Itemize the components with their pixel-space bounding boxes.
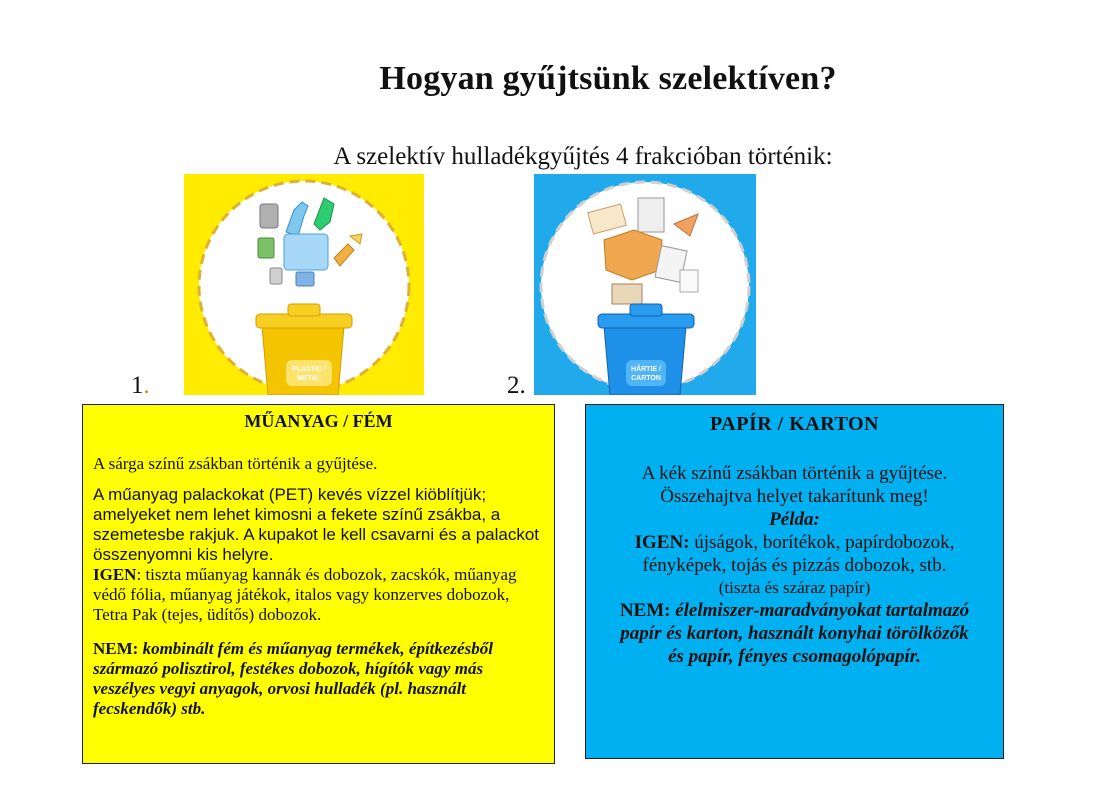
box-icon [296,272,314,286]
can-icon [270,268,282,284]
no-label: NEM: [93,639,139,658]
newspaper-icon [638,198,664,232]
yes-paragraph [93,565,544,625]
yes-paragraph: IGEN: újságok, borítékok, papírdobozok, [634,532,955,553]
item-number-2: 2. [507,372,526,399]
card-heading: MŰANYAG / FÉM [244,411,393,431]
no-paragraph: NEM: élelmiszer-maradványokat tartalmazó [619,600,970,621]
card-text: A kék színű zsákban történik a gyűjtése. [641,463,948,484]
card-heading: PAPÍR / KARTON [710,413,879,435]
paper-icon [680,270,698,292]
yes-label: IGEN: [634,532,690,553]
card-text: A műanyag palackokat (PET) kevés vízzel kiöblítjük; amelyeket nem lehet kimosni a fekete színű zsákba, a szemetesbe rakjuk. A kupakot le kell csavarni és a palackot összenyomni kis helyre. [93,485,540,564]
bin-label: CARTON [631,375,661,382]
paper-carton-illustration [534,174,756,395]
example-label: Példa: [769,509,820,530]
can-icon [260,204,278,228]
page-subtitle: A szelektív hulladékgyűjtés 4 frakcióban történik: [333,143,833,170]
paper-carton-card [585,404,1004,759]
bag-icon [284,234,328,270]
bin-label: METAL [297,375,321,382]
box-icon [604,230,662,280]
no-label: NEM: [619,600,671,621]
plastic-metal-illustration [184,174,424,395]
yes-label: IGEN [93,565,137,584]
no-text: és papír, fényes csomagolópapír. [668,646,921,667]
can-icon [258,238,274,258]
page-title: Hogyan gyűjtsünk szelektíven? [379,60,837,97]
yes-note: (tiszta és száraz papír) [718,578,871,597]
book-icon [612,284,642,304]
yes-text: : tiszta műanyag kannák és dobozok, zacskók, műanyag védő fólia, műanyag játékok, italos vagy konzerves dobozok, Tetra Pak (tejes, üdítős) dobozok. [93,565,517,624]
no-text: papír és karton, használt konyhai törölközők [620,623,969,644]
card-text: Összehajtva helyet takarítunk meg! [660,486,929,507]
item-number-1: 1. [131,372,150,399]
bin-label: HÂRTIE / [631,366,661,373]
no-paragraph [93,639,544,719]
bin-label: PLASTIC / [292,366,326,373]
card-text: A sárga színű zsákban történik a gyűjtése. [93,454,378,473]
no-text: kombinált fém és műanyag termékek, építkezésből származó polisztirol, festékes dobozok, hígítók vagy más veszélyes vegyi anyagok, orvosi hulladék (pl. használt fecskendők) stb. [93,639,493,718]
plastic-metal-card [82,404,555,764]
yes-text: fényképek, tojás és pizzás dobozok, stb. [642,555,947,576]
